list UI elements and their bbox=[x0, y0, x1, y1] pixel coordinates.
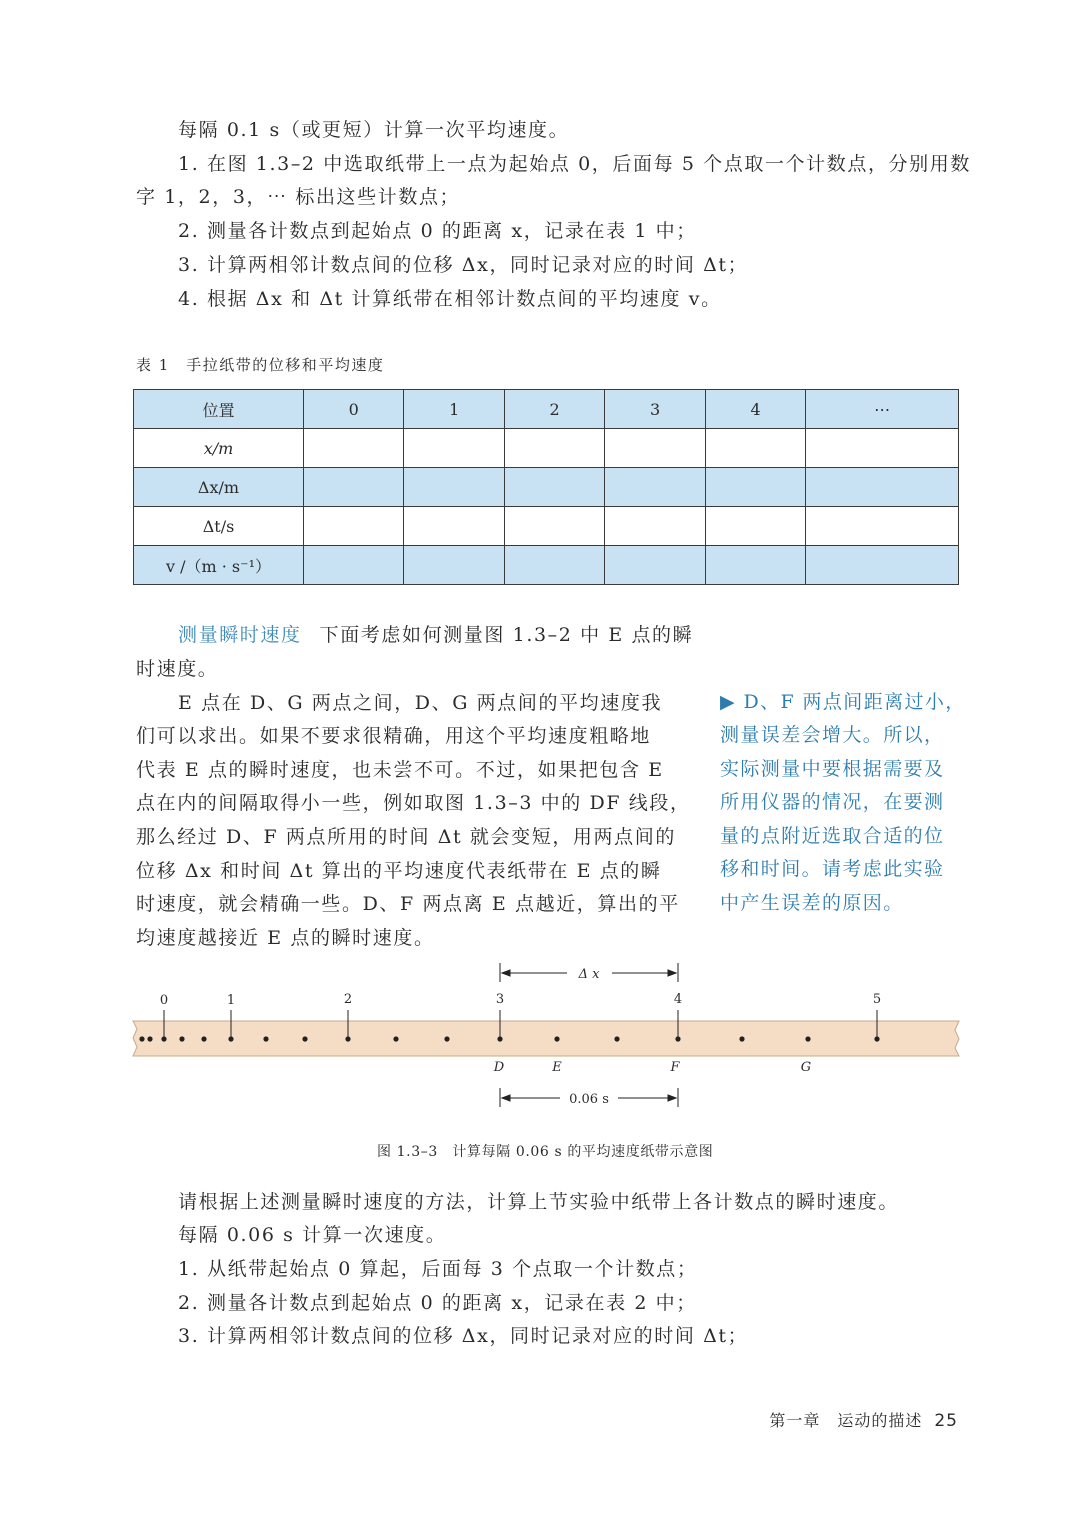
section-line: 代表 E 点的瞬时速度，也未尝不可。不过，如果把包含 E bbox=[136, 759, 664, 781]
after-line: 3. 计算两相邻计数点间的位移 Δx，同时记录对应的时间 Δt； bbox=[178, 1325, 749, 1347]
table-cell bbox=[806, 429, 959, 468]
section-line: E 点在 D、G 两点之间，D、G 两点间的平均速度我 bbox=[178, 692, 663, 714]
table-row-label: Δt/s bbox=[134, 507, 304, 546]
table-cell bbox=[806, 468, 959, 507]
point-label-f: F bbox=[670, 1060, 680, 1075]
table-header-cell: 3 bbox=[605, 390, 705, 429]
side-note-line: 所用仪器的情况，在要测 bbox=[720, 791, 945, 813]
table-cell bbox=[304, 429, 404, 468]
chapter-title: 第一章 运动的描述 bbox=[769, 1411, 923, 1430]
table-header-cell: 2 bbox=[504, 390, 604, 429]
page-number: 25 bbox=[934, 1411, 958, 1431]
side-note-line: 中产生误差的原因。 bbox=[720, 892, 904, 914]
tape-dot bbox=[805, 1036, 810, 1041]
table-cell bbox=[504, 429, 604, 468]
table-cell bbox=[605, 429, 705, 468]
page-footer bbox=[769, 1408, 958, 1431]
section-line: 们可以求出。如果不要求很精确，用这个平均速度粗略地 bbox=[136, 725, 652, 747]
section-line: 点在内的间隔取得小一些，例如取图 1.3–3 中的 DF 线段， bbox=[136, 792, 691, 814]
table-cell bbox=[304, 507, 404, 546]
table-row bbox=[134, 429, 959, 468]
count-label: 3 bbox=[495, 992, 505, 1007]
tape-dot bbox=[302, 1036, 307, 1041]
table-cell bbox=[404, 546, 504, 585]
section-line: 时速度，就会精确一些。D、F 两点离 E 点越近，算出的平 bbox=[136, 893, 680, 915]
table-row-label: v /（m · s⁻¹） bbox=[134, 546, 304, 585]
table-row bbox=[134, 546, 959, 585]
side-note-line: 实际测量中要根据需要及 bbox=[720, 758, 945, 780]
intro-line: 每隔 0.1 s（或更短）计算一次平均速度。 bbox=[178, 119, 570, 141]
table-cell bbox=[605, 507, 705, 546]
table-cell bbox=[605, 468, 705, 507]
table-row bbox=[134, 507, 959, 546]
after-line: 每隔 0.06 s 计算一次速度。 bbox=[178, 1224, 447, 1246]
table-header-cell: 1 bbox=[404, 390, 504, 429]
intro-line: 4. 根据 Δx 和 Δt 计算纸带在相邻计数点间的平均速度 v。 bbox=[178, 288, 722, 310]
section-line: 均速度越接近 E 点的瞬时速度。 bbox=[136, 927, 435, 949]
side-note-line: 量的点附近选取合适的位 bbox=[720, 825, 945, 847]
table-row bbox=[134, 468, 959, 507]
table-header-cell: 0 bbox=[304, 390, 404, 429]
section-text: 下面考虑如何测量图 1.3–2 中 E 点的瞬 bbox=[319, 624, 694, 646]
table-cell bbox=[705, 468, 805, 507]
count-label: 5 bbox=[872, 992, 882, 1007]
table-cell bbox=[504, 468, 604, 507]
section-line: 那么经过 D、F 两点所用的时间 Δt 就会变短，用两点间的 bbox=[136, 826, 676, 848]
data-table bbox=[133, 389, 959, 585]
table-cell bbox=[304, 546, 404, 585]
point-label-d: D bbox=[493, 1060, 505, 1075]
count-label: 4 bbox=[673, 992, 683, 1007]
count-label: 0 bbox=[159, 993, 169, 1008]
section-line: 时速度。 bbox=[136, 658, 219, 680]
side-note-line: 测量误差会增大。所以， bbox=[720, 724, 945, 746]
section-first-line bbox=[178, 620, 693, 650]
table-row-label: Δx/m bbox=[134, 468, 304, 507]
table-cell bbox=[504, 546, 604, 585]
tape-dot bbox=[263, 1036, 268, 1041]
dt-label: 0.06 s bbox=[569, 1092, 609, 1107]
tape-dot bbox=[139, 1036, 144, 1041]
paper-tape-figure bbox=[0, 950, 1080, 1120]
tape-dot bbox=[179, 1036, 184, 1041]
tape-dot bbox=[147, 1036, 152, 1041]
point-label-e: E bbox=[552, 1060, 562, 1075]
table-header-cell: ⋯ bbox=[806, 390, 959, 429]
after-line: 2. 测量各计数点到起始点 0 的距离 x，记录在表 2 中； bbox=[178, 1292, 697, 1314]
tape-dot bbox=[393, 1036, 398, 1041]
section-line: 位移 Δx 和时间 Δt 算出的平均速度代表纸带在 E 点的瞬 bbox=[136, 860, 662, 882]
intro-line: 1. 在图 1.3–2 中选取纸带上一点为起始点 0，后面每 5 个点取一个计数点，分别用数 bbox=[178, 153, 971, 175]
table-cell bbox=[404, 468, 504, 507]
table-header-cell: 4 bbox=[705, 390, 805, 429]
table-header-row bbox=[134, 390, 959, 429]
section-heading: 测量瞬时速度 bbox=[178, 624, 302, 646]
table-cell bbox=[705, 546, 805, 585]
table-cell bbox=[705, 507, 805, 546]
tape-dot bbox=[739, 1036, 744, 1041]
table-cell bbox=[404, 507, 504, 546]
table-cell bbox=[304, 468, 404, 507]
table-cell bbox=[404, 429, 504, 468]
count-label: 1 bbox=[226, 993, 236, 1008]
side-note-line: 移和时间。请考虑此实验 bbox=[720, 858, 945, 880]
intro-line: 3. 计算两相邻计数点间的位移 Δx，同时记录对应的时间 Δt； bbox=[178, 254, 749, 276]
table-cell bbox=[806, 507, 959, 546]
table-caption: 表 1 手拉纸带的位移和平均速度 bbox=[136, 356, 385, 374]
intro-line: 2. 测量各计数点到起始点 0 的距离 x，记录在表 1 中； bbox=[178, 220, 697, 242]
tape-dot bbox=[444, 1036, 449, 1041]
figure-caption: 图 1.3–3 计算每隔 0.06 s 的平均速度纸带示意图 bbox=[377, 1144, 714, 1160]
after-line: 1. 从纸带起始点 0 算起，后面每 3 个点取一个计数点； bbox=[178, 1258, 698, 1280]
intro-line: 字 1，2，3，⋯ 标出这些计数点； bbox=[136, 186, 461, 208]
tape-dot bbox=[554, 1036, 559, 1041]
after-line: 请根据上述测量瞬时速度的方法，计算上节实验中纸带上各计数点的瞬时速度。 bbox=[178, 1191, 900, 1213]
count-label: 2 bbox=[343, 992, 353, 1007]
paper-tape bbox=[133, 1021, 959, 1056]
table-cell bbox=[705, 429, 805, 468]
table-header-cell: 位置 bbox=[134, 390, 304, 429]
table-row-label: x/m bbox=[134, 429, 304, 468]
dx-label: Δ x bbox=[578, 967, 600, 982]
point-label-g: G bbox=[800, 1060, 812, 1075]
tape-dot bbox=[201, 1036, 206, 1041]
table-cell bbox=[504, 507, 604, 546]
table-cell bbox=[605, 546, 705, 585]
side-note-line: ▶ D、F 两点间距离过小， bbox=[720, 691, 966, 713]
tape-dot bbox=[614, 1036, 619, 1041]
table-cell bbox=[806, 546, 959, 585]
